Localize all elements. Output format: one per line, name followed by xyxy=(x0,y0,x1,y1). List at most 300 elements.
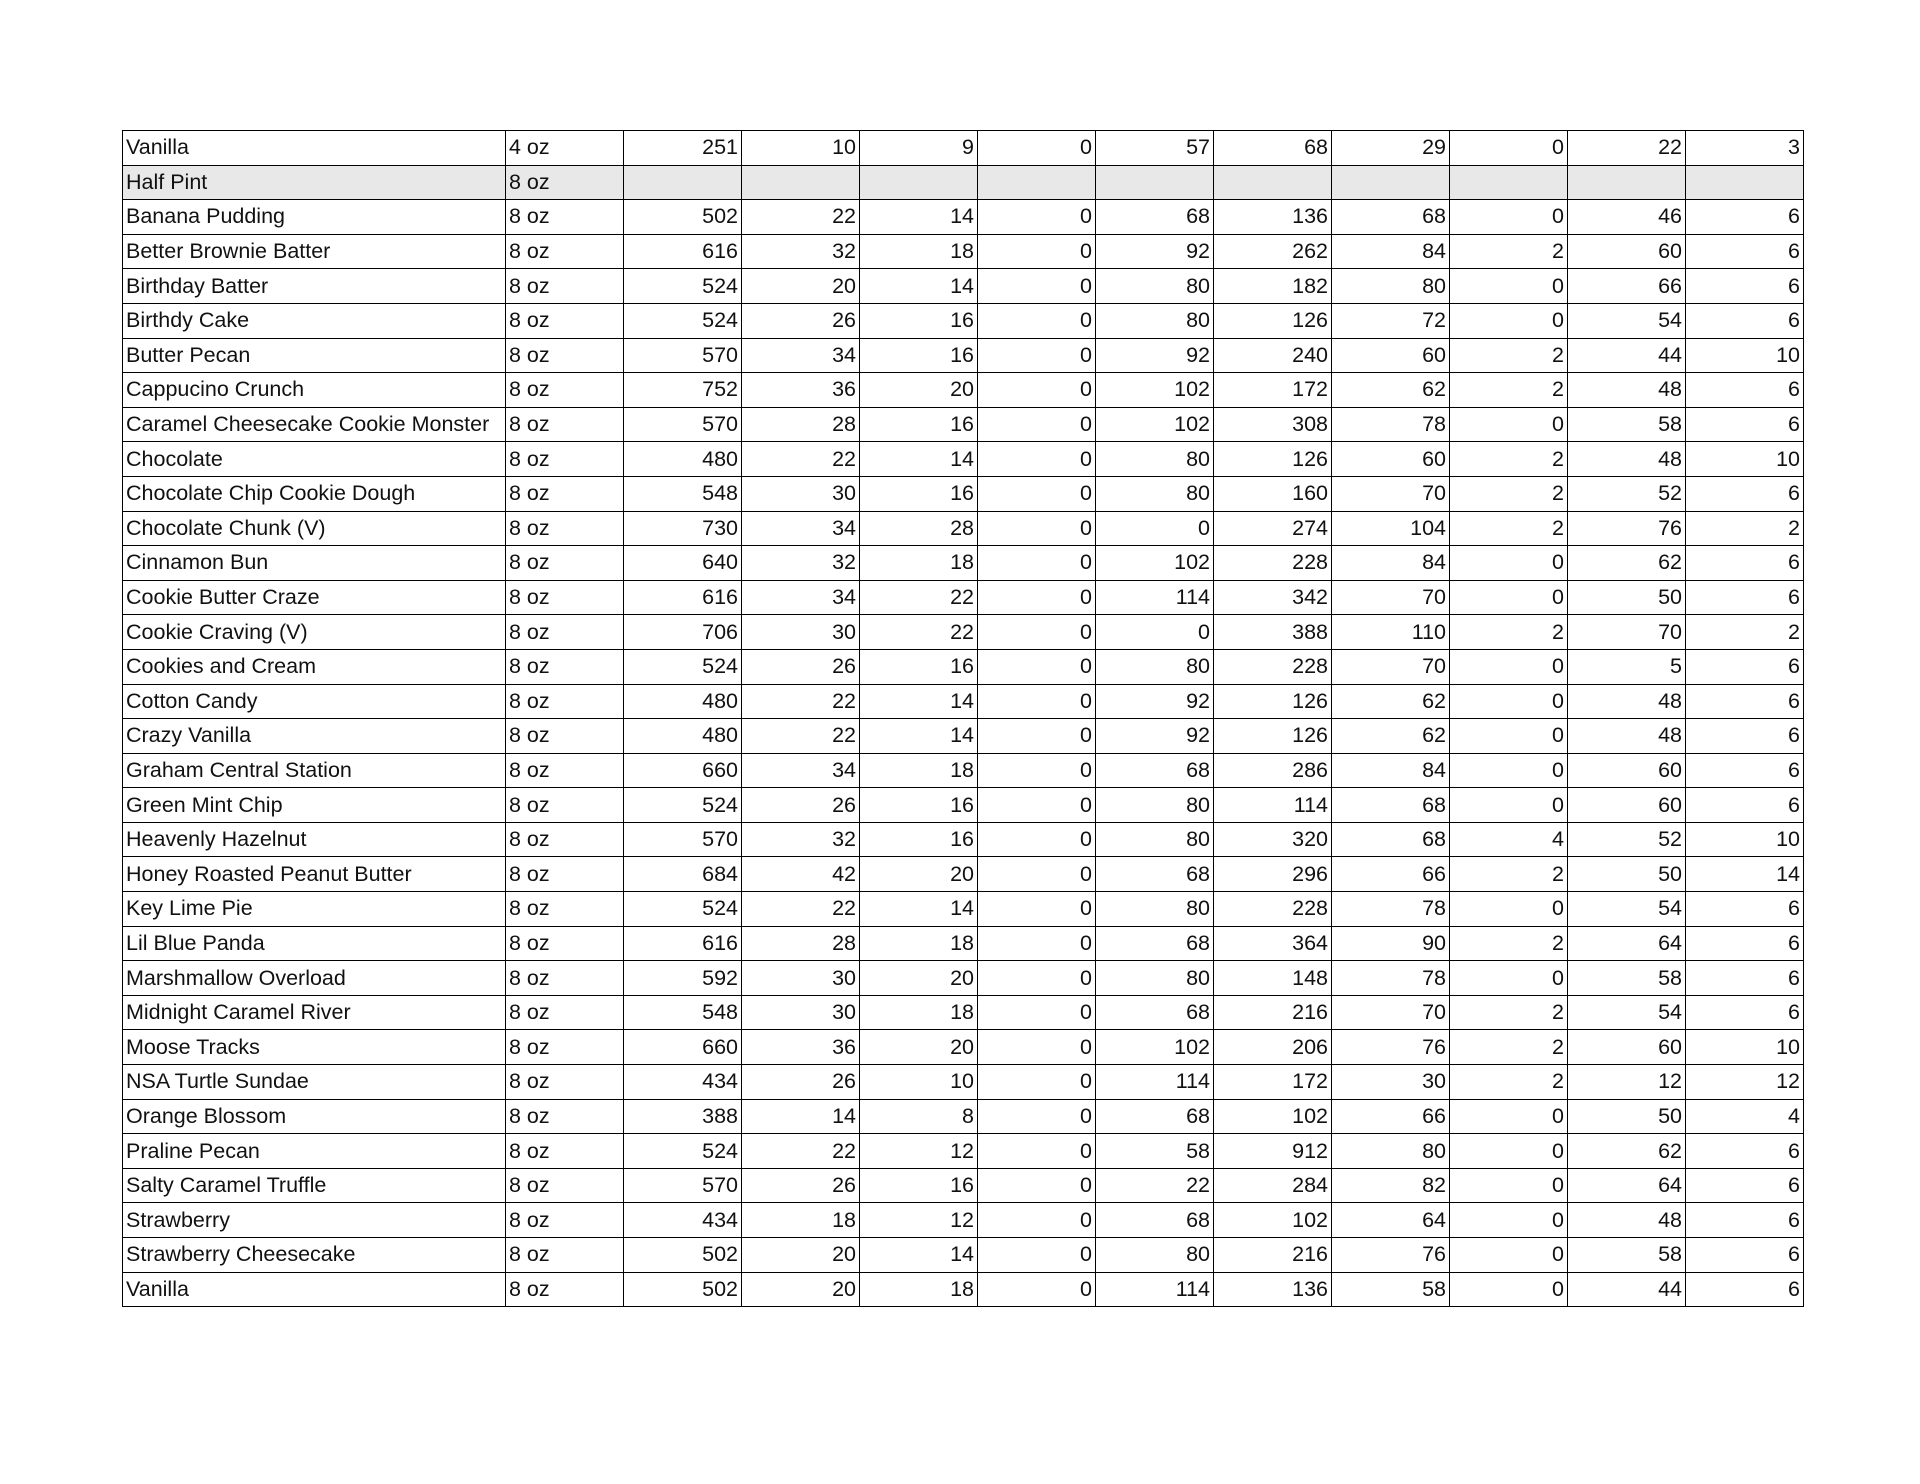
value-cell: 44 xyxy=(1568,338,1686,373)
value-cell: 114 xyxy=(1214,788,1332,823)
value-cell: 0 xyxy=(1450,649,1568,684)
value-cell: 6 xyxy=(1686,719,1804,754)
serving-size-cell: 8 oz xyxy=(506,961,624,996)
table-row xyxy=(123,476,1804,511)
value-cell: 44 xyxy=(1568,1272,1686,1307)
value-cell: 54 xyxy=(1568,892,1686,927)
value-cell: 60 xyxy=(1568,1030,1686,1065)
table-row xyxy=(123,580,1804,615)
value-cell: 22 xyxy=(742,200,860,235)
value-cell: 2 xyxy=(1450,926,1568,961)
value-cell: 42 xyxy=(742,857,860,892)
value-cell: 0 xyxy=(1450,1238,1568,1273)
table-row xyxy=(123,511,1804,546)
value-cell: 2 xyxy=(1450,995,1568,1030)
flavor-name-cell: NSA Turtle Sundae xyxy=(123,1065,506,1100)
value-cell: 22 xyxy=(1096,1168,1214,1203)
value-cell: 10 xyxy=(1686,1030,1804,1065)
value-cell: 6 xyxy=(1686,684,1804,719)
value-cell: 30 xyxy=(742,476,860,511)
value-cell: 66 xyxy=(1332,1099,1450,1134)
table-row xyxy=(123,1099,1804,1134)
value-cell xyxy=(860,165,978,200)
value-cell: 10 xyxy=(1686,822,1804,857)
flavor-name-cell: Banana Pudding xyxy=(123,200,506,235)
table-row xyxy=(123,442,1804,477)
flavor-name-cell: Moose Tracks xyxy=(123,1030,506,1065)
value-cell: 48 xyxy=(1568,442,1686,477)
value-cell: 12 xyxy=(860,1134,978,1169)
value-cell: 364 xyxy=(1214,926,1332,961)
value-cell: 240 xyxy=(1214,338,1332,373)
table-row xyxy=(123,649,1804,684)
value-cell: 22 xyxy=(742,442,860,477)
flavor-name-cell: Half Pint xyxy=(123,165,506,200)
value-cell: 6 xyxy=(1686,649,1804,684)
value-cell: 616 xyxy=(624,926,742,961)
value-cell: 18 xyxy=(860,926,978,961)
value-cell: 28 xyxy=(860,511,978,546)
value-cell: 14 xyxy=(860,442,978,477)
value-cell: 84 xyxy=(1332,234,1450,269)
value-cell: 0 xyxy=(1450,788,1568,823)
value-cell: 60 xyxy=(1332,338,1450,373)
value-cell: 78 xyxy=(1332,407,1450,442)
value-cell: 50 xyxy=(1568,857,1686,892)
table-row xyxy=(123,926,1804,961)
value-cell: 48 xyxy=(1568,684,1686,719)
value-cell: 22 xyxy=(860,580,978,615)
value-cell: 6 xyxy=(1686,1272,1804,1307)
value-cell: 4 xyxy=(1450,822,1568,857)
value-cell: 68 xyxy=(1332,200,1450,235)
value-cell: 6 xyxy=(1686,407,1804,442)
value-cell xyxy=(1568,165,1686,200)
value-cell: 52 xyxy=(1568,476,1686,511)
flavor-name-cell: Chocolate Chip Cookie Dough xyxy=(123,476,506,511)
value-cell: 26 xyxy=(742,788,860,823)
table-row xyxy=(123,234,1804,269)
value-cell: 0 xyxy=(978,788,1096,823)
value-cell: 18 xyxy=(860,995,978,1030)
value-cell: 6 xyxy=(1686,1203,1804,1238)
value-cell xyxy=(1214,165,1332,200)
value-cell: 2 xyxy=(1450,338,1568,373)
value-cell: 48 xyxy=(1568,373,1686,408)
value-cell: 20 xyxy=(742,269,860,304)
value-cell: 480 xyxy=(624,442,742,477)
value-cell: 160 xyxy=(1214,476,1332,511)
value-cell: 0 xyxy=(1450,1272,1568,1307)
value-cell: 20 xyxy=(860,1030,978,1065)
value-cell: 0 xyxy=(978,719,1096,754)
value-cell xyxy=(1450,165,1568,200)
table-row xyxy=(123,1168,1804,1203)
value-cell: 52 xyxy=(1568,822,1686,857)
value-cell: 6 xyxy=(1686,303,1804,338)
value-cell: 0 xyxy=(978,234,1096,269)
value-cell: 84 xyxy=(1332,546,1450,581)
table-row xyxy=(123,788,1804,823)
value-cell: 308 xyxy=(1214,407,1332,442)
serving-size-cell: 8 oz xyxy=(506,234,624,269)
value-cell: 6 xyxy=(1686,200,1804,235)
value-cell: 434 xyxy=(624,1203,742,1238)
value-cell: 66 xyxy=(1332,857,1450,892)
value-cell: 18 xyxy=(742,1203,860,1238)
value-cell: 26 xyxy=(742,1168,860,1203)
value-cell: 0 xyxy=(1450,131,1568,166)
value-cell: 0 xyxy=(1450,1134,1568,1169)
table-row xyxy=(123,1134,1804,1169)
value-cell: 10 xyxy=(860,1065,978,1100)
value-cell: 524 xyxy=(624,1134,742,1169)
value-cell: 0 xyxy=(978,961,1096,996)
value-cell: 16 xyxy=(860,1168,978,1203)
value-cell: 68 xyxy=(1096,857,1214,892)
serving-size-cell: 8 oz xyxy=(506,303,624,338)
value-cell: 0 xyxy=(978,615,1096,650)
value-cell: 912 xyxy=(1214,1134,1332,1169)
value-cell: 126 xyxy=(1214,684,1332,719)
value-cell: 12 xyxy=(860,1203,978,1238)
value-cell: 2 xyxy=(1450,1030,1568,1065)
value-cell xyxy=(1332,165,1450,200)
value-cell: 66 xyxy=(1568,269,1686,304)
table-row xyxy=(123,303,1804,338)
value-cell: 0 xyxy=(978,580,1096,615)
value-cell: 32 xyxy=(742,822,860,857)
value-cell: 80 xyxy=(1096,649,1214,684)
value-cell: 80 xyxy=(1096,442,1214,477)
value-cell: 4 xyxy=(1686,1099,1804,1134)
value-cell: 92 xyxy=(1096,234,1214,269)
value-cell: 274 xyxy=(1214,511,1332,546)
flavor-name-cell: Chocolate xyxy=(123,442,506,477)
value-cell: 660 xyxy=(624,1030,742,1065)
flavor-name-cell: Cotton Candy xyxy=(123,684,506,719)
serving-size-cell: 8 oz xyxy=(506,684,624,719)
value-cell: 80 xyxy=(1096,303,1214,338)
value-cell: 20 xyxy=(860,961,978,996)
value-cell: 70 xyxy=(1332,580,1450,615)
value-cell: 320 xyxy=(1214,822,1332,857)
value-cell: 284 xyxy=(1214,1168,1332,1203)
value-cell: 22 xyxy=(742,719,860,754)
value-cell: 0 xyxy=(978,822,1096,857)
value-cell: 34 xyxy=(742,753,860,788)
value-cell xyxy=(624,165,742,200)
value-cell: 57 xyxy=(1096,131,1214,166)
section-row xyxy=(123,165,1804,200)
serving-size-cell: 8 oz xyxy=(506,1065,624,1100)
value-cell: 68 xyxy=(1096,753,1214,788)
serving-size-cell: 8 oz xyxy=(506,269,624,304)
table-row xyxy=(123,753,1804,788)
value-cell: 12 xyxy=(1686,1065,1804,1100)
value-cell: 0 xyxy=(978,1134,1096,1169)
value-cell: 6 xyxy=(1686,234,1804,269)
value-cell: 22 xyxy=(860,615,978,650)
value-cell: 80 xyxy=(1096,1238,1214,1273)
value-cell: 10 xyxy=(742,131,860,166)
table-row xyxy=(123,719,1804,754)
flavor-name-cell: Strawberry Cheesecake xyxy=(123,1238,506,1273)
value-cell: 480 xyxy=(624,684,742,719)
value-cell: 0 xyxy=(1450,753,1568,788)
value-cell: 6 xyxy=(1686,892,1804,927)
flavor-name-cell: Cinnamon Bun xyxy=(123,546,506,581)
value-cell: 28 xyxy=(742,407,860,442)
value-cell: 6 xyxy=(1686,269,1804,304)
value-cell: 20 xyxy=(742,1272,860,1307)
serving-size-cell: 8 oz xyxy=(506,546,624,581)
value-cell: 26 xyxy=(742,649,860,684)
value-cell: 0 xyxy=(978,1065,1096,1100)
value-cell: 20 xyxy=(742,1238,860,1273)
value-cell: 78 xyxy=(1332,961,1450,996)
serving-size-cell: 8 oz xyxy=(506,1203,624,1238)
value-cell: 2 xyxy=(1450,476,1568,511)
serving-size-cell: 8 oz xyxy=(506,995,624,1030)
serving-size-cell: 8 oz xyxy=(506,753,624,788)
value-cell: 16 xyxy=(860,303,978,338)
value-cell: 0 xyxy=(978,1168,1096,1203)
value-cell: 6 xyxy=(1686,476,1804,511)
value-cell: 30 xyxy=(742,615,860,650)
value-cell: 0 xyxy=(1096,615,1214,650)
value-cell: 136 xyxy=(1214,200,1332,235)
value-cell: 548 xyxy=(624,476,742,511)
table-row xyxy=(123,995,1804,1030)
value-cell: 80 xyxy=(1332,1134,1450,1169)
value-cell: 0 xyxy=(1450,1168,1568,1203)
value-cell: 32 xyxy=(742,546,860,581)
value-cell: 60 xyxy=(1568,753,1686,788)
serving-size-cell: 8 oz xyxy=(506,442,624,477)
value-cell: 62 xyxy=(1332,684,1450,719)
value-cell: 2 xyxy=(1450,511,1568,546)
flavor-name-cell: Better Brownie Batter xyxy=(123,234,506,269)
value-cell: 16 xyxy=(860,476,978,511)
table-row xyxy=(123,1272,1804,1307)
value-cell: 2 xyxy=(1450,1065,1568,1100)
value-cell: 114 xyxy=(1096,1065,1214,1100)
value-cell: 68 xyxy=(1096,1203,1214,1238)
value-cell: 0 xyxy=(978,546,1096,581)
value-cell: 6 xyxy=(1686,373,1804,408)
flavor-name-cell: Heavenly Hazelnut xyxy=(123,822,506,857)
table-row xyxy=(123,684,1804,719)
value-cell: 6 xyxy=(1686,546,1804,581)
value-cell: 660 xyxy=(624,753,742,788)
value-cell: 6 xyxy=(1686,753,1804,788)
value-cell: 182 xyxy=(1214,269,1332,304)
flavor-name-cell: Crazy Vanilla xyxy=(123,719,506,754)
value-cell: 62 xyxy=(1332,719,1450,754)
table-row xyxy=(123,546,1804,581)
value-cell: 216 xyxy=(1214,1238,1332,1273)
value-cell: 14 xyxy=(860,684,978,719)
value-cell xyxy=(1686,165,1804,200)
serving-size-cell: 8 oz xyxy=(506,476,624,511)
value-cell: 0 xyxy=(978,511,1096,546)
value-cell: 126 xyxy=(1214,719,1332,754)
value-cell: 6 xyxy=(1686,1168,1804,1203)
value-cell: 72 xyxy=(1332,303,1450,338)
flavor-name-cell: Caramel Cheesecake Cookie Monster xyxy=(123,407,506,442)
value-cell: 262 xyxy=(1214,234,1332,269)
value-cell: 6 xyxy=(1686,995,1804,1030)
value-cell: 296 xyxy=(1214,857,1332,892)
table-row xyxy=(123,338,1804,373)
value-cell: 2 xyxy=(1686,615,1804,650)
value-cell: 102 xyxy=(1096,546,1214,581)
value-cell: 48 xyxy=(1568,719,1686,754)
value-cell: 22 xyxy=(742,892,860,927)
value-cell: 570 xyxy=(624,1168,742,1203)
value-cell: 22 xyxy=(742,1134,860,1169)
flavor-name-cell: Praline Pecan xyxy=(123,1134,506,1169)
value-cell: 0 xyxy=(978,373,1096,408)
value-cell: 9 xyxy=(860,131,978,166)
value-cell: 684 xyxy=(624,857,742,892)
value-cell: 0 xyxy=(978,303,1096,338)
serving-size-cell: 8 oz xyxy=(506,580,624,615)
value-cell: 102 xyxy=(1214,1099,1332,1134)
value-cell: 0 xyxy=(978,1272,1096,1307)
nutrition-table xyxy=(122,130,1804,1307)
value-cell: 14 xyxy=(860,200,978,235)
value-cell: 14 xyxy=(1686,857,1804,892)
serving-size-cell: 8 oz xyxy=(506,1030,624,1065)
value-cell: 62 xyxy=(1568,1134,1686,1169)
table-row xyxy=(123,269,1804,304)
value-cell: 592 xyxy=(624,961,742,996)
value-cell: 0 xyxy=(978,649,1096,684)
value-cell: 0 xyxy=(978,1203,1096,1238)
value-cell: 0 xyxy=(978,131,1096,166)
value-cell: 58 xyxy=(1332,1272,1450,1307)
value-cell: 29 xyxy=(1332,131,1450,166)
value-cell: 58 xyxy=(1568,1238,1686,1273)
value-cell: 22 xyxy=(1568,131,1686,166)
value-cell: 14 xyxy=(860,1238,978,1273)
table-body xyxy=(123,131,1804,1307)
serving-size-cell: 8 oz xyxy=(506,926,624,961)
serving-size-cell: 8 oz xyxy=(506,822,624,857)
value-cell: 76 xyxy=(1332,1030,1450,1065)
value-cell: 524 xyxy=(624,892,742,927)
flavor-name-cell: Birthday Batter xyxy=(123,269,506,304)
value-cell: 18 xyxy=(860,234,978,269)
table-row xyxy=(123,961,1804,996)
value-cell: 60 xyxy=(1568,788,1686,823)
serving-size-cell: 8 oz xyxy=(506,649,624,684)
flavor-name-cell: Cookies and Cream xyxy=(123,649,506,684)
flavor-name-cell: Cappucino Crunch xyxy=(123,373,506,408)
value-cell: 16 xyxy=(860,338,978,373)
value-cell: 22 xyxy=(742,684,860,719)
value-cell: 64 xyxy=(1568,926,1686,961)
value-cell: 524 xyxy=(624,788,742,823)
value-cell: 730 xyxy=(624,511,742,546)
serving-size-cell: 8 oz xyxy=(506,788,624,823)
value-cell: 80 xyxy=(1096,788,1214,823)
value-cell: 0 xyxy=(978,476,1096,511)
table-row xyxy=(123,200,1804,235)
value-cell: 706 xyxy=(624,615,742,650)
flavor-name-cell: Graham Central Station xyxy=(123,753,506,788)
value-cell: 0 xyxy=(978,684,1096,719)
value-cell: 70 xyxy=(1332,649,1450,684)
value-cell: 70 xyxy=(1332,995,1450,1030)
flavor-name-cell: Birthdy Cake xyxy=(123,303,506,338)
value-cell: 0 xyxy=(1096,511,1214,546)
value-cell: 30 xyxy=(1332,1065,1450,1100)
value-cell: 2 xyxy=(1450,442,1568,477)
value-cell: 640 xyxy=(624,546,742,581)
value-cell: 102 xyxy=(1096,1030,1214,1065)
table-row xyxy=(123,892,1804,927)
table-row xyxy=(123,857,1804,892)
value-cell: 68 xyxy=(1332,822,1450,857)
value-cell: 136 xyxy=(1214,1272,1332,1307)
serving-size-cell: 8 oz xyxy=(506,373,624,408)
value-cell: 524 xyxy=(624,303,742,338)
value-cell: 70 xyxy=(1332,476,1450,511)
value-cell: 46 xyxy=(1568,200,1686,235)
value-cell: 48 xyxy=(1568,1203,1686,1238)
value-cell: 64 xyxy=(1568,1168,1686,1203)
value-cell: 388 xyxy=(624,1099,742,1134)
value-cell: 251 xyxy=(624,131,742,166)
value-cell: 18 xyxy=(860,753,978,788)
serving-size-cell: 8 oz xyxy=(506,892,624,927)
flavor-name-cell: Marshmallow Overload xyxy=(123,961,506,996)
value-cell: 6 xyxy=(1686,1238,1804,1273)
value-cell: 216 xyxy=(1214,995,1332,1030)
value-cell: 16 xyxy=(860,407,978,442)
value-cell: 0 xyxy=(978,442,1096,477)
value-cell: 228 xyxy=(1214,892,1332,927)
value-cell xyxy=(742,165,860,200)
table-row xyxy=(123,407,1804,442)
value-cell: 110 xyxy=(1332,615,1450,650)
value-cell: 68 xyxy=(1096,200,1214,235)
value-cell: 18 xyxy=(860,546,978,581)
flavor-name-cell: Salty Caramel Truffle xyxy=(123,1168,506,1203)
value-cell: 126 xyxy=(1214,303,1332,338)
value-cell: 172 xyxy=(1214,1065,1332,1100)
value-cell: 20 xyxy=(860,373,978,408)
value-cell: 480 xyxy=(624,719,742,754)
value-cell: 0 xyxy=(1450,1099,1568,1134)
serving-size-cell: 8 oz xyxy=(506,1099,624,1134)
value-cell: 62 xyxy=(1332,373,1450,408)
value-cell: 10 xyxy=(1686,338,1804,373)
flavor-name-cell: Vanilla xyxy=(123,1272,506,1307)
value-cell: 2 xyxy=(1686,511,1804,546)
value-cell: 20 xyxy=(860,857,978,892)
value-cell: 6 xyxy=(1686,1134,1804,1169)
value-cell: 0 xyxy=(978,995,1096,1030)
value-cell: 0 xyxy=(978,338,1096,373)
value-cell: 0 xyxy=(978,200,1096,235)
value-cell: 30 xyxy=(742,961,860,996)
serving-size-cell: 8 oz xyxy=(506,719,624,754)
flavor-name-cell: Chocolate Chunk (V) xyxy=(123,511,506,546)
